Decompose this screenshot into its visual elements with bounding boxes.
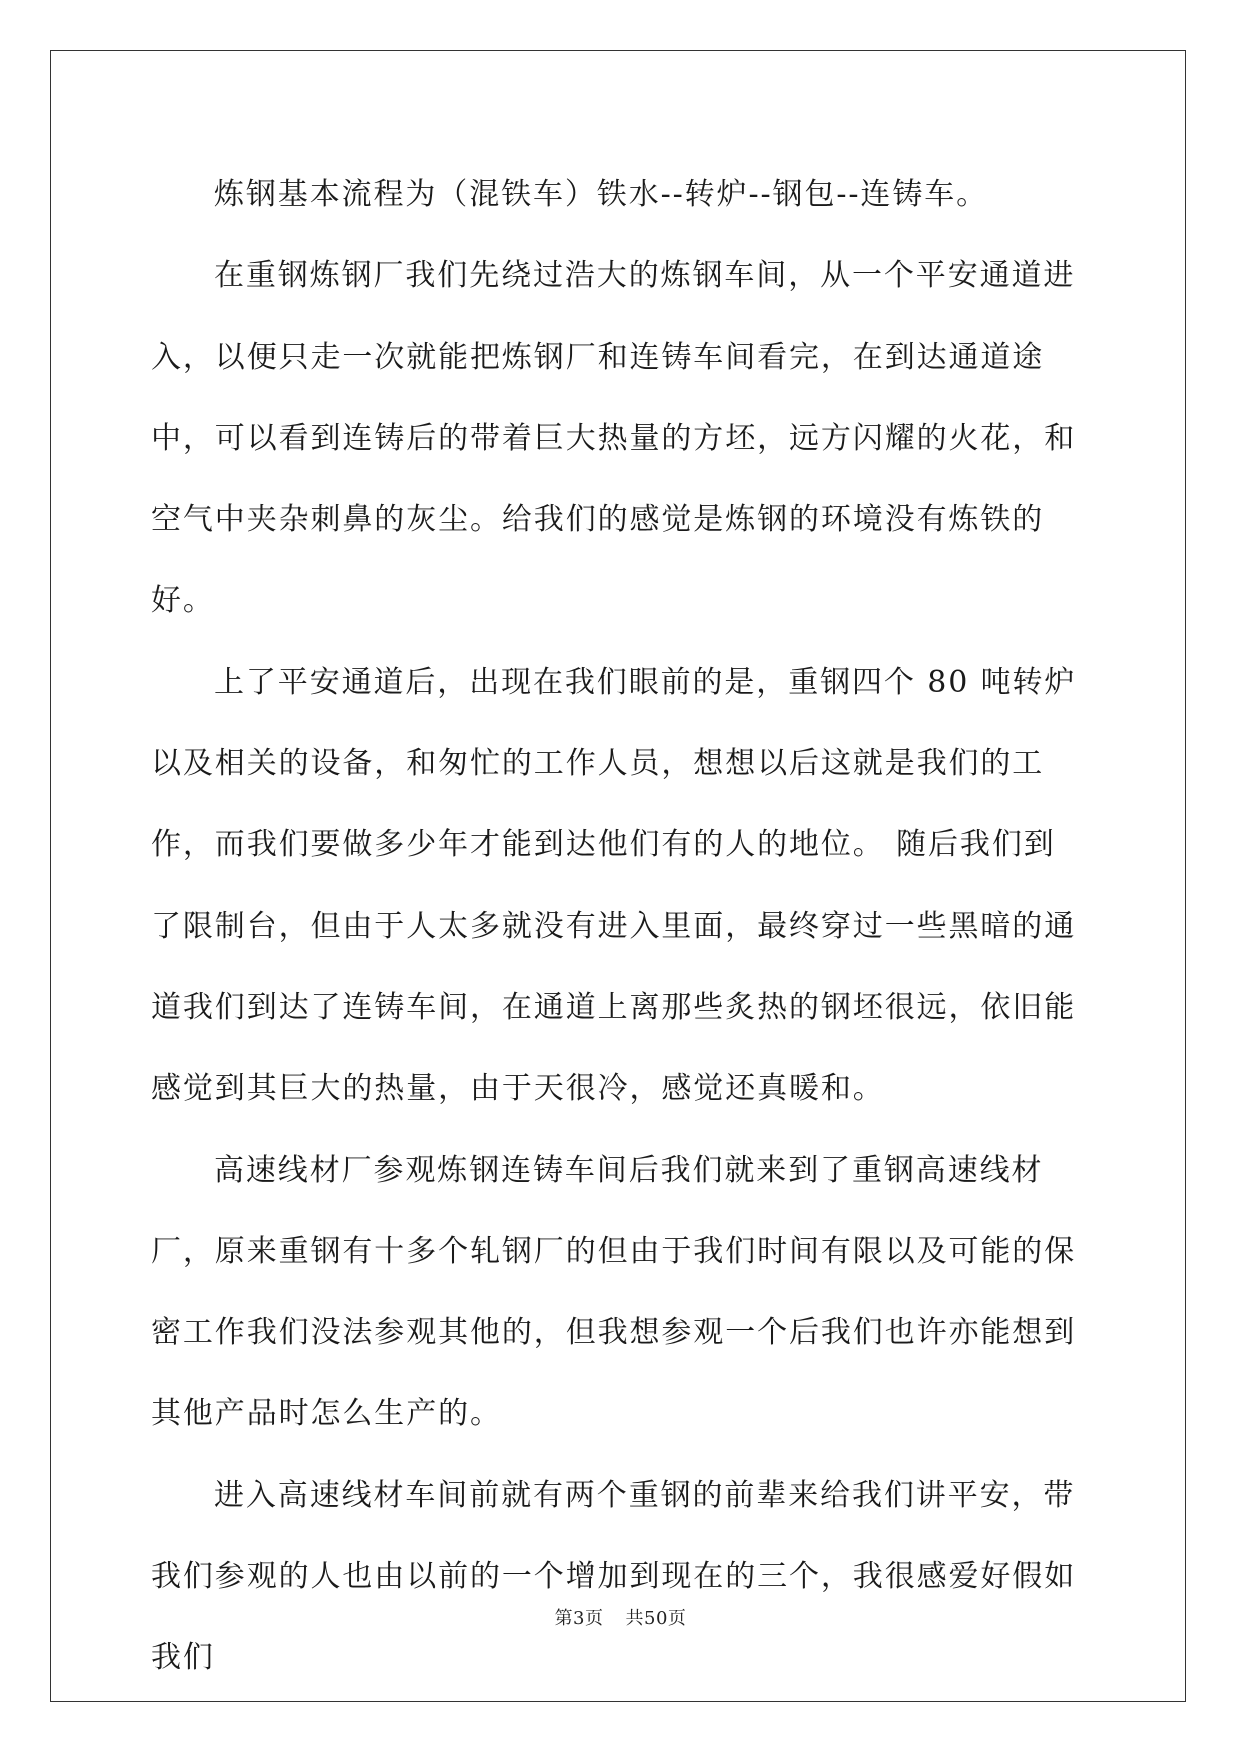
paragraph: 进入高速线材车间前就有两个重钢的前辈来给我们讲平安，带我们参观的人也由以前的一个增加到现在的三个，我很感爱好假如我们 [151, 1477, 1077, 1676]
paragraph: 炼钢基本流程为（混铁车）铁水--转炉--钢包--连铸车。 [214, 177, 989, 212]
paragraph: 高速线材厂参观炼钢连铸车间后我们就来到了重钢高速线材厂，原来重钢有十多个轧钢厂的但由于我们时间有限以及可能的保密工作我们没法参观其他的，但我想参观一个后我们也许亦能想到其他产品时怎么生产的。 [151, 1152, 1077, 1432]
paragraph: 上了平安通道后，出现在我们眼前的是，重钢四个 80 吨转炉以及相关的设备，和匆忙的工作人员，想想以后这就是我们的工作，而我们要做多少年才能到达他们有的人的地位。 随后我们到了限制台，但由于人太多就没有进入里面，最终穿过一些黑暗的通道我们到达了连铸车间，在通道上离那些炙热的钢坯很远，依旧能感觉到其巨大的热量，由于天很冷，感觉还真暖和。 [151, 664, 1077, 1107]
page-footer [0, 1604, 1241, 1630]
page-total: 共50页 [625, 1608, 687, 1629]
paragraph: 在重钢炼钢厂我们先绕过浩大的炼钢车间，从一个平安通道进入，以便只走一次就能把炼钢厂和连铸车间看完，在到达通道途中，可以看到连铸后的带着巨大热量的方坯，远方闪耀的火花，和空气中夹杂刺鼻的灰尘。给我们的感觉是炼钢的环境没有炼铁的好。 [151, 258, 1077, 619]
document-body [151, 154, 1086, 1699]
page-number: 第3页 [554, 1608, 604, 1629]
